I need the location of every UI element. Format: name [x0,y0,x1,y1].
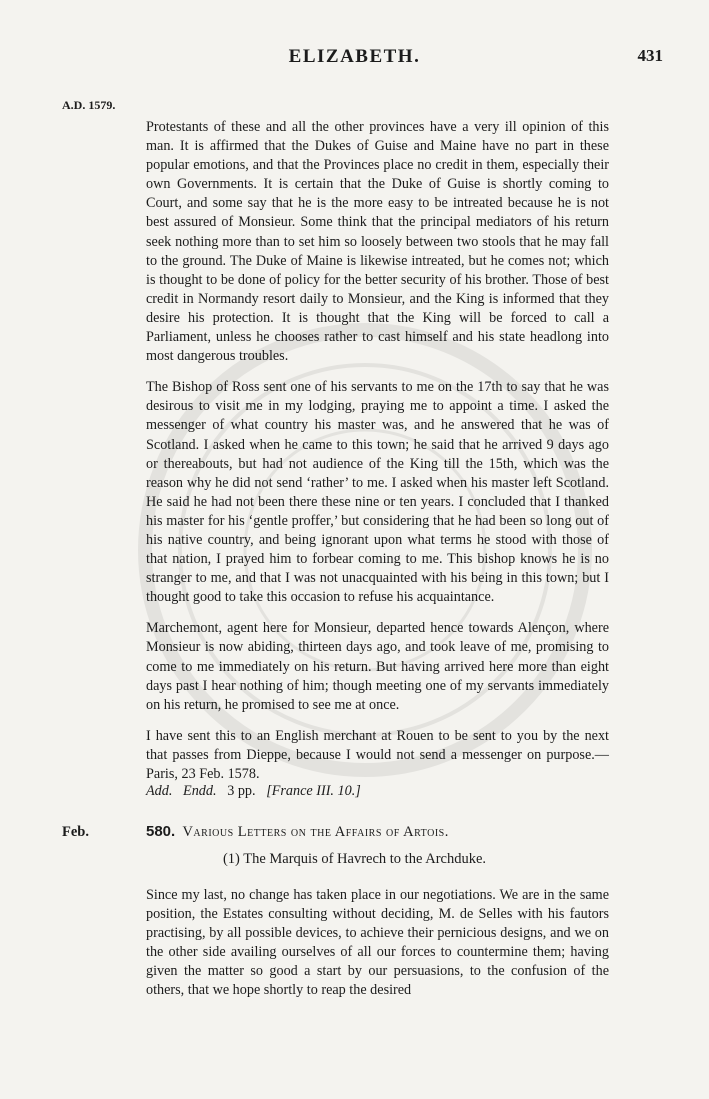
running-head [0,46,709,76]
endorsement-line [146,782,609,801]
page-number: 431 [637,46,663,65]
margin-year: A.D. 1579. [62,98,116,112]
entry-month: Feb. [62,824,89,840]
running-title: ELIZABETH. [288,46,421,67]
endorse-pages: 3 pp. [227,783,256,800]
entry-title: Various Letters on the Affairs of Artois. [182,824,449,840]
entry-sub-heading: (1) The Marquis of Havrech to the Archduke. [222,851,487,867]
endorse-endd: Endd. [183,783,217,800]
paragraph-3: Marchemont, agent here for Monsieur, departed hence towards Alençon, where Monsieur is now abiding, thirteen days ago, and took leave of me, promising to come to me immediately on his return. But having arrived here more than eight days past I hear nothing of him; though meeting one of my servants immediately on his return, he promised to see me at once. [146,620,609,713]
entry-number: 580. [146,823,176,840]
letter-body [146,118,609,801]
entry-body [146,886,609,1013]
entry-paragraph: Since my last, no change has taken place in our negotiations. We are in the same position, the Estates consulting without deciding, M. de Selles with his fautors practising, by all possible devices, to achieve their pernicious designs, and we on the other side availing ourselves of all our forces to countermine them; having given the matter so good a start by our persuasions, to the confusion of the others, that we hope shortly to reap the desired [146,887,609,999]
paragraph-1: Protestants of these and all the other provinces have a very ill opinion of this man. It is affirmed that the Dukes of Guise and Maine have no part in these popular emotions, and that the Provinces place no credit in them, especially their own Governments. It is certain that the Duke of Guise is shortly coming to Court, and some say that he is the more easy to be intreated because he is not best assured of Monsieur. Some think that the principal mediators of his return seek nothing more than to set him so loosely between two stools that he may fall to the ground. The Duke of Maine is likewise intreated, but he comes not; which is thought to be done of policy for the better security of his brother. Those of best credit in Normandy resort daily to Monsieur, and the King is informed that they desire his protection. It is thought that the King will be forced to call a Parliament, unless he chooses rather to cast himself and his state headlong into most dangerous troubles. [146,119,609,365]
paragraph-4: I have sent this to an English merchant at Rouen to be sent to you by the next that passes from Dieppe, because I would not send a messenger on purpose.—Paris, 23 Feb. 1578. [146,727,609,782]
entry-heading [146,823,626,841]
endorse-reference: [France III. 10.] [266,783,361,800]
paragraph-2: The Bishop of Ross sent one of his servants to me on the 17th to say that he was desirous to visit me in my lodging, praying me to appoint a time. I asked the messenger of what country his master was, and he answered that he was of Scotland. I asked when he came to this town; he said that he arrived 9 days ago or thereabouts, but had not audience of the King till the 15th, which was the reason why he did not send ‘rather’ to me. I asked when his master left Scotland. He said he had not been there these nine or ten years. I concluded that I thanked his master for his ‘gentle proffer,’ but considering that he had been so long out of his native country, and being ignorant upon what terms he stood with those of that nation, I prayed him to forbear coming to me. This bishop knows he is no stranger to me, and that I was not unacquainted with his being in this town; but I thought good to take this occasion to refuse his acquaintance. [146,379,609,606]
endorse-add: Add. [146,783,173,800]
